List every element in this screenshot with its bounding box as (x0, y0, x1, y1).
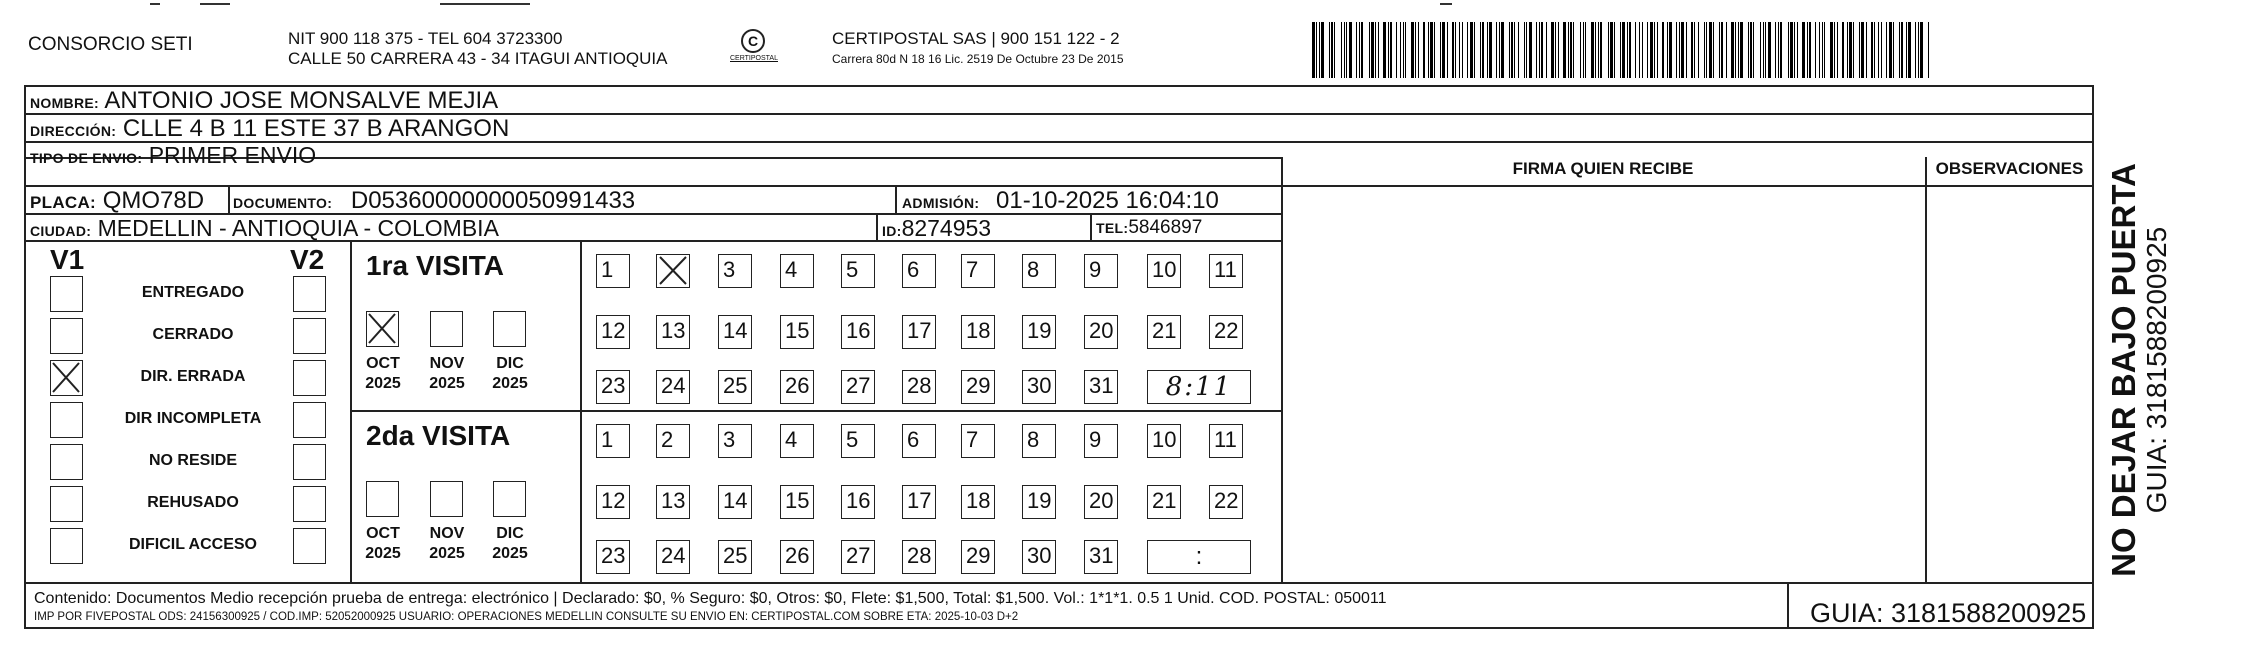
day-box[interactable]: 17 (902, 485, 936, 519)
v2-checkbox[interactable] (293, 528, 326, 564)
day-box[interactable]: 27 (841, 540, 875, 574)
month-year: 2025 (365, 375, 401, 392)
side-guia-text: GUIA: 3181588200925 (2141, 226, 2172, 514)
firma-column-header: FIRMA QUIEN RECIBE (1512, 159, 1694, 178)
day-box[interactable]: 4 (780, 254, 814, 288)
column-divider (1281, 157, 1283, 582)
day-box[interactable]: 31 (1084, 540, 1118, 574)
v1-checkbox[interactable] (50, 318, 83, 354)
day-box[interactable]: 10 (1147, 254, 1181, 288)
day-box[interactable]: 15 (780, 485, 814, 519)
month-label (356, 524, 410, 564)
status-label: DIR INCOMPLETA (124, 410, 262, 427)
day-box[interactable]: 12 (596, 315, 630, 349)
observaciones-column-header: OBSERVACIONES (1935, 159, 2084, 178)
logo-text: CERTIPOSTAL (730, 55, 778, 62)
day-box[interactable]: 2 (656, 424, 690, 458)
day-box[interactable]: 6 (902, 254, 936, 288)
v1-checkbox[interactable] (50, 402, 83, 438)
day-box[interactable]: 30 (1022, 540, 1056, 574)
contents-line: Contenido: Documentos Medio recepción prueba de entrega: electrónico | Declarado: $0, % Seguro: $0, Otros: $0, Flete: $1,500, Total: $1,500. Vol.: 1*1*1. 0.5 1 Unid. COD. POSTAL: 050011 (34, 590, 1387, 607)
company-contact (288, 29, 667, 69)
direccion-field (30, 116, 509, 144)
v2-header: V2 (290, 244, 325, 275)
day-box[interactable]: 21 (1147, 315, 1181, 349)
day-box[interactable]: 5 (841, 254, 875, 288)
guia-number: GUIA: 3181588200925 (1810, 598, 2087, 628)
month-checkbox[interactable] (366, 311, 399, 347)
ciudad-field (30, 215, 499, 244)
id-field (882, 215, 991, 244)
tel-value: 5846897 (1128, 217, 1203, 238)
day-box[interactable] (656, 254, 690, 288)
tel-label: TEL: (1096, 220, 1129, 236)
day-box[interactable]: 10 (1147, 424, 1181, 458)
v2-checkbox[interactable] (293, 444, 326, 480)
month-label (420, 354, 474, 394)
time-box[interactable]: 8:11 (1147, 370, 1251, 404)
month-checkbox[interactable] (366, 481, 399, 517)
nombre-field (30, 88, 498, 116)
day-box[interactable]: 26 (780, 540, 814, 574)
day-box[interactable]: 3 (718, 424, 752, 458)
tipo-field (30, 144, 316, 169)
visit-title: 2da VISITA (366, 420, 511, 451)
license-line: Carrera 80d N 18 16 Lic. 2519 De Octubre 23 De 2015 (832, 52, 1124, 66)
month-name: DIC (496, 525, 524, 542)
day-box[interactable]: 24 (656, 540, 690, 574)
month-label (483, 354, 537, 394)
check-x-icon (368, 313, 396, 349)
v1-checkbox[interactable] (50, 360, 83, 396)
day-box[interactable]: 13 (656, 485, 690, 519)
month-name: OCT (366, 355, 400, 372)
documento-value: D05360000000050991433 (350, 187, 636, 214)
day-box[interactable]: 1 (596, 424, 630, 458)
day-box[interactable]: 29 (961, 370, 995, 404)
v1-checkbox[interactable] (50, 444, 83, 480)
month-checkbox[interactable] (493, 311, 526, 347)
day-box[interactable]: 31 (1084, 370, 1118, 404)
column-divider (350, 240, 352, 582)
direccion-value: CLLE 4 B 11 ESTE 37 B ARANGON (122, 115, 510, 142)
day-box[interactable]: 30 (1022, 370, 1056, 404)
tracking-barcode (1312, 22, 1937, 78)
id-value: 8274953 (901, 215, 992, 241)
v1-checkbox[interactable] (50, 486, 83, 522)
day-box[interactable]: 22 (1209, 485, 1243, 519)
admision-label: ADMISIÓN: (902, 195, 980, 211)
column-divider (580, 240, 582, 582)
courier-info (832, 29, 1124, 69)
day-box[interactable]: 23 (596, 540, 630, 574)
day-box[interactable]: 26 (780, 370, 814, 404)
month-name: NOV (429, 525, 465, 542)
address-line: CALLE 50 CARRERA 43 - 34 ITAGUI ANTIOQUIA (288, 49, 668, 68)
day-box[interactable]: 11 (1209, 254, 1243, 288)
day-box[interactable]: 22 (1209, 315, 1243, 349)
day-box[interactable]: 11 (1209, 424, 1243, 458)
month-checkbox[interactable] (493, 481, 526, 517)
time-box[interactable]: : (1147, 540, 1251, 574)
company-name: CONSORCIO SETI (28, 34, 193, 55)
v2-checkbox[interactable] (293, 402, 326, 438)
admision-value: 01-10-2025 16:04:10 (996, 187, 1219, 214)
tel-field (1096, 215, 1202, 241)
documento-label: DOCUMENTO: (233, 195, 333, 211)
ciudad-label: CIUDAD: (30, 223, 92, 239)
check-x-icon (52, 362, 80, 398)
day-box[interactable]: 18 (961, 485, 995, 519)
month-name: DIC (496, 355, 524, 372)
month-checkbox[interactable] (430, 481, 463, 517)
day-box[interactable]: 24 (656, 370, 690, 404)
status-label: DIR. ERRADA (140, 368, 246, 385)
direccion-label: DIRECCIÓN: (30, 123, 117, 139)
day-box[interactable]: 21 (1147, 485, 1181, 519)
day-box[interactable]: 14 (718, 315, 752, 349)
day-box[interactable]: 12 (596, 485, 630, 519)
day-box[interactable]: 29 (961, 540, 995, 574)
documento-field (233, 188, 635, 216)
v1-checkbox[interactable] (50, 528, 83, 564)
day-box[interactable]: 1 (596, 254, 630, 288)
day-box[interactable]: 6 (902, 424, 936, 458)
v1-checkbox[interactable] (50, 276, 83, 312)
month-year: 2025 (429, 375, 465, 392)
column-divider (895, 185, 897, 213)
day-box[interactable]: 4 (780, 424, 814, 458)
placa-value: QMO78D (102, 187, 205, 214)
day-box[interactable]: 20 (1084, 485, 1118, 519)
placa-label: PLACA: (30, 193, 97, 212)
top-edge-mark (440, 3, 530, 5)
v2-checkbox[interactable] (293, 486, 326, 522)
day-box[interactable]: 25 (718, 370, 752, 404)
status-label: ENTREGADO (141, 284, 245, 301)
month-year: 2025 (365, 545, 401, 562)
visit-divider (350, 410, 1281, 412)
tipo-value: PRIMER ENVIO (148, 142, 317, 168)
row-divider (24, 582, 2094, 584)
placa-field (30, 188, 204, 216)
nombre-label: NOMBRE: (30, 95, 99, 111)
day-box[interactable]: 8 (1022, 424, 1056, 458)
certipostal-logo (730, 29, 776, 62)
month-year: 2025 (429, 545, 465, 562)
day-box[interactable]: 13 (656, 315, 690, 349)
day-box[interactable]: 25 (718, 540, 752, 574)
day-box[interactable]: 20 (1084, 315, 1118, 349)
v1-header: V1 (50, 244, 85, 275)
courier-line: CERTIPOSTAL SAS | 900 151 122 - 2 (832, 29, 1120, 48)
status-label: REHUSADO (147, 494, 239, 511)
v2-checkbox[interactable] (293, 360, 326, 396)
top-edge-mark (200, 3, 230, 5)
day-box[interactable]: 9 (1084, 424, 1118, 458)
nombre-value: ANTONIO JOSE MONSALVE MEJIA (104, 87, 499, 114)
day-box[interactable]: 8 (1022, 254, 1056, 288)
day-box[interactable]: 14 (718, 485, 752, 519)
day-box[interactable]: 7 (961, 254, 995, 288)
month-label (420, 524, 474, 564)
day-box[interactable]: 23 (596, 370, 630, 404)
day-box[interactable]: 17 (902, 315, 936, 349)
day-box[interactable]: 3 (718, 254, 752, 288)
day-box[interactable]: 7 (961, 424, 995, 458)
check-x-icon (659, 256, 687, 293)
day-box[interactable]: 28 (902, 540, 936, 574)
footer-divider (1787, 582, 1789, 629)
month-year: 2025 (492, 375, 528, 392)
column-divider (1090, 213, 1092, 240)
day-box[interactable]: 19 (1022, 315, 1056, 349)
status-label: CERRADO (152, 326, 234, 343)
column-divider (1925, 157, 1927, 582)
status-label: NO RESIDE (148, 452, 237, 469)
day-box[interactable]: 27 (841, 370, 875, 404)
barcode-bar (1929, 22, 1930, 78)
id-label: ID: (882, 223, 902, 239)
v2-checkbox[interactable] (293, 318, 326, 354)
column-divider (228, 185, 230, 213)
day-box[interactable]: 5 (841, 424, 875, 458)
day-box[interactable]: 19 (1022, 485, 1056, 519)
day-box[interactable]: 9 (1084, 254, 1118, 288)
print-info-line: IMP POR FIVEPOSTAL ODS: 24156300925 / COD.IMP: 52052000925 USUARIO: OPERACIONES MEDELLIN CONSULTE SU ENVIO EN: CERTIPOSTAL.COM SOBRE ETA: 2025-10-03 D+2 (34, 611, 1019, 623)
no-dejar-bajo-puerta-text: NO DEJAR BAJO PUERTA (2105, 163, 2142, 577)
status-label: DIFICIL ACCESO (128, 536, 257, 553)
admision-field (902, 188, 1219, 216)
day-box[interactable]: 15 (780, 315, 814, 349)
month-name: OCT (366, 525, 400, 542)
day-box[interactable]: 16 (841, 485, 875, 519)
month-label (356, 354, 410, 394)
visit-title: 1ra VISITA (366, 250, 504, 281)
month-checkbox[interactable] (430, 311, 463, 347)
month-year: 2025 (492, 545, 528, 562)
month-name: NOV (429, 355, 465, 372)
top-edge-mark (150, 3, 160, 5)
v2-checkbox[interactable] (293, 276, 326, 312)
nit-line: NIT 900 118 375 - TEL 604 3723300 (288, 29, 563, 48)
day-box[interactable]: 16 (841, 315, 875, 349)
column-divider (876, 213, 878, 240)
top-edge-mark (1440, 3, 1452, 5)
day-box[interactable]: 28 (902, 370, 936, 404)
day-box[interactable]: 18 (961, 315, 995, 349)
tipo-label: TIPO DE ENVIO: (30, 150, 143, 166)
month-label (483, 524, 537, 564)
ciudad-value: MEDELLIN - ANTIOQUIA - COLOMBIA (97, 215, 499, 241)
logo-mark-icon: C (741, 29, 765, 53)
side-notice (2105, 110, 2175, 630)
